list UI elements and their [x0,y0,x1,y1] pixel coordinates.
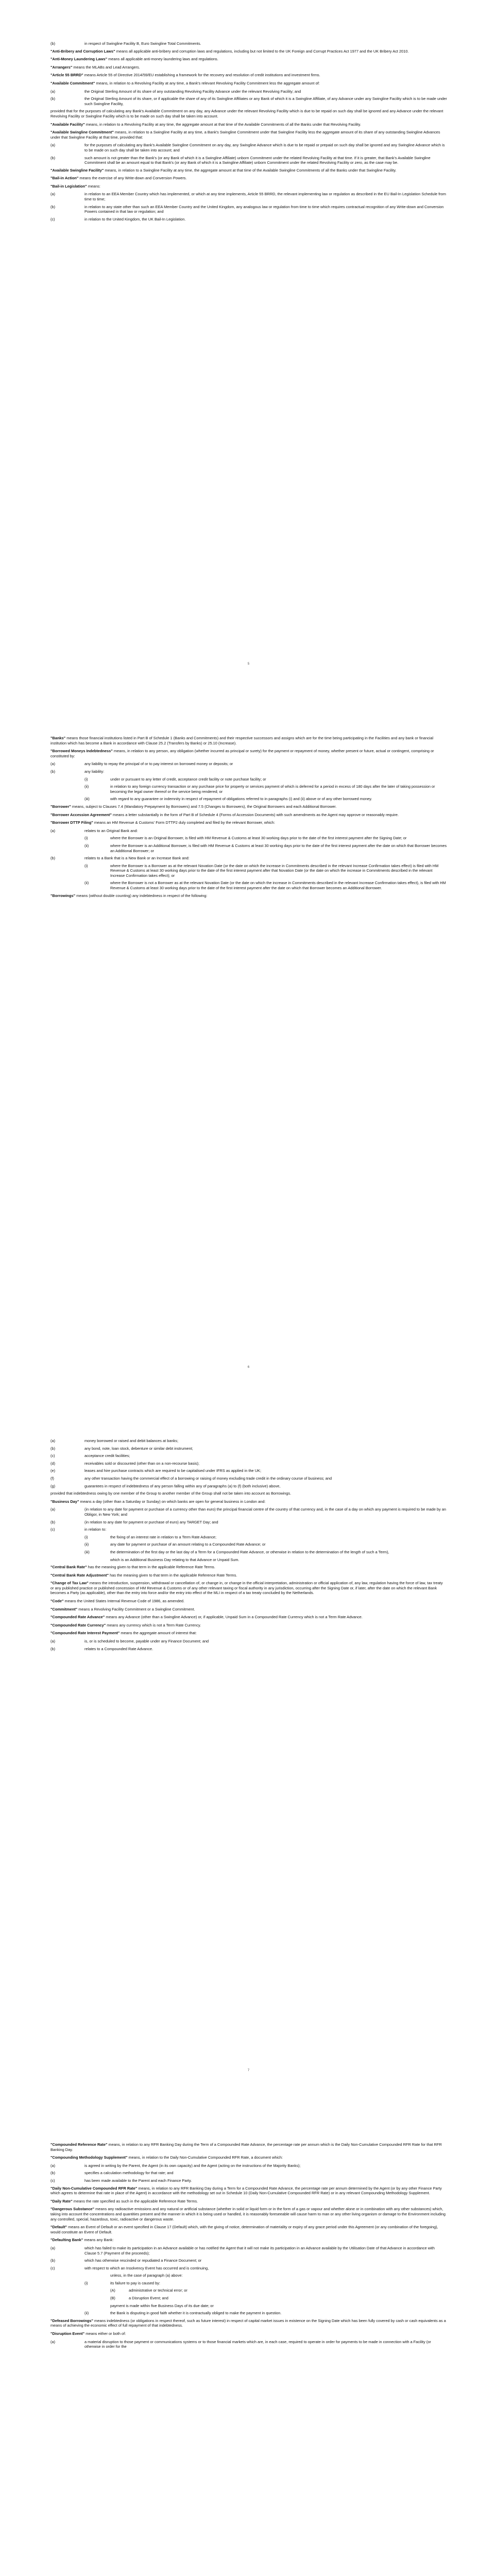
list-text: is, or is scheduled to become, payable under any Finance Document; and [84,1639,209,1644]
list-label: (c) [50,216,55,222]
definition-text: means all applicable anti-money laundering laws and regulations. [107,57,218,62]
defined-term: "Borrower DTTP Filing" [50,820,93,825]
definition-text: means the introduction, suspension, withdrawal or cancellation of, or change in, or change in the official interpretation, administration or official application of, any law, regulation having the force of law, tax treaty or any published practice or published concession of HM Revenue & Customs or of any other relevant taxing or fiscal authority in any jurisdiction, occurring after the Signing Date or, if later, after the date on which the relevant Bank becomes a Party (as applicable), other than the entry into force and/or the entry into effect of the MLI in respect of a tax treaty concluded by the Netherlands. [50,1581,443,1596]
list-text: for the purposes of calculating any Bank's Available Swingline Commitment on any day, any Swingline Advance which is due to be repaid or prepaid on such day shall be ignored and any Swingline Advance which is to be made on such day shall be taken into account; and [84,143,445,152]
defined-term: "Available Commitment" [50,80,95,86]
list-label: (b) [50,1519,56,1524]
definition-paragraph [50,168,447,173]
list-item [50,1484,447,1489]
list-label: (a) [50,761,56,767]
list-label: (i) [84,863,88,868]
continuation-paragraph: payment is made within five Business Days of its due date; or [110,2303,214,2308]
list-label: (ii) [84,880,89,886]
definition-paragraph [50,2199,447,2204]
definition-text: has the meaning given to that term in the applicable Reference Rate Terms. [87,1565,215,1570]
definition-paragraph [50,2318,447,2328]
list-text: any other transaction having the commercial effect of a borrowing or raising of money excluding trade credit in the ordinary course of business; and [84,1476,332,1481]
definition-text: means, in relation to a Revolving Facility at any time, the aggregate amount at that time of the Available Commitments of all the Banks under that Revolving Facility. [84,122,361,127]
list-item [50,2171,447,2176]
list-text: where the Borrower is an Additional Borrower, is filed with HM Revenue & Customs at least 30 working days prior to the date of the first interest payment after the date on which that Borrower becomes an Additional Borrower; or [110,843,447,853]
definition-paragraph [50,1631,447,1636]
list-label: (A) [110,2288,115,2293]
list-text: which has otherwise rescinded or repudiated a Finance Document; or [84,2258,202,2263]
list-item [50,1647,447,1652]
list-item [50,2246,447,2256]
list-item [50,143,447,152]
sub-list-item [84,796,447,802]
defined-term: "Bail-in Action" [50,176,79,181]
page-body [50,2142,447,2352]
definition-paragraph [50,73,447,78]
list-text: is agreed in writing by the Parent, the Agent (in its own capacity) and the Agent (acting on the instructions of the Majority Banks); [84,2163,301,2168]
list-text: with regard to any guarantee or indemnity in respect of repayment of obligations referred to in paragraphs (i) and (ii) above or of any other borrowed money. [110,796,372,802]
list-text: under or pursuant to any letter of credit, acceptance credit facility or note purchase facility; or [110,776,266,782]
list-label: (a) [50,1507,56,1512]
list-label: (a) [50,143,56,148]
definition-text: means an Event of Default or an event specified in Clause 17 (Default) which, with the giving of notice, determination of materiality or expiry of any grace period under this Agreement (or any combination of the foregoing), would constitute an Event of Default. [50,2225,438,2234]
list-label: (b) [50,1446,56,1451]
continuation-paragraph: unless, in the case of paragraph (a) above: [110,2273,183,2278]
list-item [50,769,447,774]
definition-paragraph [50,176,447,181]
list-label: (b) [50,2171,56,2176]
page-body [50,736,447,901]
definition-paragraph [50,2207,447,2222]
list-label: (a) [50,2245,56,2250]
definition-paragraph [50,184,447,189]
definition-text: means the aggregate amount of interest that: [119,1631,197,1636]
list-text: the Bank is disputing in good faith whether it is contractually obliged to make the payment in question. [110,2311,282,2316]
definition-text: means, in relation to the Daily Non-Cumulative Compounded RFR Rate, a document which: [127,2155,283,2160]
list-label: (c) [50,2178,55,2183]
body-paragraph: provided that indebtedness owing by one member of the Group to another member of the Group shall not be taken into account as Borrowings. [50,1491,292,1496]
list-text: a Disruption Event; and [129,2296,168,2301]
list-item [50,1639,447,1644]
defined-term: "Compounded Rate Interest Payment" [50,1631,120,1636]
list-item [50,1527,447,1532]
list-text: the determination of the first day or the last day of a Term for a Compounded Rate Advance, or otherwise in relation to the determination of the length of such a Term), [110,1549,389,1554]
list-text: relates to an Original Bank and: [84,828,138,833]
list-label: (B) [110,2296,115,2301]
defined-term: "Available Swingline Facility" [50,167,104,173]
list-label: (b) [50,96,56,101]
body-paragraph: provided that for the purposes of calculating any Bank's Available Commitment on any day, any Advance under the relevant Revolving Facility which is due to be repaid on such day shall be ignored and any Advance under the relevant Revolving Facility or Swingline Facility which is to be made on such day shall be taken into account. [50,109,443,118]
definition-text: means any currency which is not a Term Rate Currency. [106,1622,201,1628]
list-label: (i) [84,836,88,841]
definition-text: means the United States Internal Revenue Code of 1986, as amended. [63,1599,185,1604]
list-item [50,217,447,222]
list-label: (ii) [84,2311,89,2316]
list-label: (b) [50,41,56,46]
sub-list-item [84,784,447,794]
definition-paragraph [50,1623,447,1628]
list-item [50,1461,447,1466]
list-label: (b) [50,1646,56,1651]
list-label: (a) [50,2163,56,2168]
definition-paragraph [50,812,447,818]
definition-text: means any radioactive emissions and any natural or artificial substance (whether in solid or liquid form or in the form of a gas or vapour and whether alone or in combination with any other substances) which, taking into account the concentrations and quantities present and the manner in which it is being used or handled, it is reasonably foreseeable will cause harm to man or any other living organism or damage to the Environment including any controlled, special, hazardous, toxic, radioactive or dangerous waste. [50,2207,446,2222]
definition-paragraph [50,65,447,70]
definition-paragraph [50,81,447,86]
definition-paragraph [50,2225,447,2234]
sub-list-item [84,1535,447,1540]
definition-text: means either or both of: [84,2331,126,2336]
definition-text: means an HM Revenue & Customs' Form DTTP2 duly completed and filed by the relevant Borrower, which: [93,820,275,825]
list-label: (ii) [84,843,89,848]
list-label: (c) [50,1527,55,1532]
list-label: (iii) [84,1549,90,1554]
list-label: (b) [50,204,56,209]
list-text: with respect to which an Insolvency Event has occurred and is continuing, [84,2265,209,2270]
sub-sub-list-item [110,2296,447,2301]
defined-term: "Compounding Methodology Supplement" [50,2155,128,2160]
list-item [50,761,447,767]
sub-list-item [84,2281,447,2286]
definition-text: means the MLABs and Lead Arrangers. [72,64,140,70]
list-item [50,1476,447,1481]
list-item [50,1468,447,1473]
defined-term: "Defeased Borrowings" [50,2318,93,2323]
page-body [50,41,447,224]
list-text: (in relation to any date for payment or purchase of euro) any TARGET Day; and [84,1519,218,1524]
list-item [50,856,447,861]
defined-term: "Commitment" [50,1606,78,1612]
definition-paragraph [50,1573,447,1578]
definition-paragraph [50,130,447,140]
list-text: the Original Sterling Amount of its share of any outstanding Revolving Facility Advance under the relevant Revolving Facility; and [84,89,301,94]
sub-list-item [84,2311,447,2316]
definition-paragraph [50,2142,447,2152]
list-item [50,41,447,46]
defined-term: "Daily Non-Cumulative Compounded RFR Rate" [50,2185,138,2191]
defined-term: "Article 55 BRRD" [50,73,83,78]
list-label: (i) [84,2280,88,2285]
list-label: (a) [50,2339,56,2344]
sub-list-item [84,863,447,878]
sub-sub-list-item [110,2288,447,2293]
definition-paragraph [50,749,447,758]
list-item [50,96,447,106]
definition-text: means any Advance (other than a Swingline Advance) or, if applicable, Unpaid Sum in a Compounded Rate Currency which is not a Term Rate Advance. [105,1615,363,1620]
defined-term: "Bail-in Legislation" [50,183,87,189]
list-label: (iii) [84,796,90,802]
definition-text: means any Bank: [83,2238,114,2243]
definition-text: means, in relation to any RFR Banking Day during a Term for a Compounded Rate Advance, the percentage rate per annum determined by the Agent (or by any other Finance Party which agrees to determine that rate in place of the Agent) in accordance with the methodology set out in Schedule 10 (Daily Non-Cumulative Compounded RFR Rate) or in any relevant Compounding Methodology Supplement. [50,2185,442,2196]
definition-paragraph [50,1499,447,1504]
list-label: (a) [50,192,56,197]
definition-paragraph [50,1565,447,1570]
list-label: (a) [50,1639,56,1644]
definition-text: means (without double counting) any indebtedness in respect of the following: [75,893,208,898]
defined-term: "Banks" [50,736,66,740]
definition-paragraph [50,2155,447,2160]
definition-text: means, in relation to any RFR Banking Day during the Term of a Compounded Rate Advance, the percentage rate per annum which is the Daily Non-Cumulative Compounded RFR Rate for that RFR Banking Day. [50,2142,442,2152]
list-label: (a) [50,828,56,833]
page-body [50,1438,447,1654]
defined-term: "Central Bank Rate" [50,1565,87,1570]
defined-term: "Default" [50,2225,67,2230]
definition-paragraph [50,1615,447,1620]
list-text: in relation to: [84,1527,107,1532]
definition-text: means, in relation to a Swingline Facility at any time, a Bank's Swingline Commitment under that Swingline Facility less the aggregate amount of its share of any outstanding Swingline Advances under that Swingline Facility at that time, provided that: [50,130,440,140]
defined-term: "Central Bank Rate Adjustment" [50,1572,109,1578]
list-item [50,156,447,165]
definition-paragraph [50,1581,447,1596]
list-item [50,192,447,201]
sub-list-item [84,1542,447,1547]
sub-list-item [84,1550,447,1555]
list-text: which has failed to make its participation in an Advance available or has notified the Agent that it will not make its participation in an Advance available by the Utilisation Date of that Advance in accordance with Clause 5.7 (Payment of the proceeds); [84,2245,435,2256]
list-text: any date for payment or purchase of an amount relating to a Compounded Rate Advance; or [110,1542,266,1547]
definition-paragraph [50,2331,447,2336]
list-text: (in relation to any date for payment or purchase of a currency other than euro) the principal financial centre of the country of that currency and, in the case of a day on which any payment is required to be made by an Obligor, in New York; and [84,1507,447,1517]
list-item [50,2266,447,2271]
page-4 [0,2110,497,2576]
definition-text: has the meaning given to that term in the applicable Reference Rate Terms. [109,1572,237,1578]
list-text: has been made available to the Parent and each Finance Party. [84,2178,192,2183]
list-label: (ii) [84,1542,89,1547]
defined-term: "Compounded Reference Rate" [50,2142,108,2147]
list-label: (b) [50,2258,56,2263]
definition-text: means all applicable anti-bribery and corruption laws and regulations, including but not limited to the UK Foreign and Corrupt Practices Act 1977 and the UK Bribery Act 2010. [115,48,409,54]
defined-term: "Daily Rate" [50,2198,73,2204]
page-number: 6 [247,1366,250,1369]
defined-term: "Change of Tax Law" [50,1581,89,1586]
list-label: (b) [50,769,56,774]
definition-paragraph [50,2238,447,2243]
defined-term: "Available Swingline Commitment" [50,130,114,135]
list-item [50,89,447,94]
defined-term: "Borrowings" [50,893,76,898]
defined-term: "Dangerous Substance" [50,2207,95,2212]
sub-list-item [84,836,447,841]
defined-term: "Defaulting Bank" [50,2238,83,2243]
definition-paragraph [50,49,447,54]
sub-list-item [84,843,447,853]
list-text: in relation to any state other than such an EEA Member Country and the United Kingdom, any analogous law or regulation from time to time which requires contractual recognition of any Write-down and Conversion Powers contained in that law or regulation; and [84,204,444,214]
list-text: any bond, note, loan stock, debenture or similar debt instrument; [84,1446,193,1451]
definition-paragraph [50,804,447,809]
list-text: where the Borrower is not a Borrower as at the relevant Novation Date (or the date on which the increase in Commitments described in the relevant Increase Confirmation takes effect), is filed with HM Revenue & Customs at least 30 working days prior to the date of the first interest payment after the date on which that Borrower becomes an Additional Borrower. [110,880,446,891]
definition-paragraph [50,820,447,825]
list-text: its failure to pay is caused by: [110,2280,160,2285]
definition-text: means indebtedness (or obligations in respect thereof, such as future interest) in respect of capital market issues in existence on the Signing Date which has been fully covered by cash or cash equivalents as a means of achieving the economic effect of full repayment of that indebtedness. [50,2318,446,2328]
definition-text: means, in relation to a Swingline Facility at any time, the aggregate amount at that time of the Available Swingline Commitments of all the Banks under that Swingline Facility. [104,167,397,173]
list-text: acceptance credit facilities; [84,1453,130,1459]
definition-text: means: [87,183,100,189]
sub-list-item [84,880,447,890]
list-text: in relation to any foreign currency transaction or any purchase price for property or services payment of which is deferred for a period in excess of 180 days after the later of taking possession or becoming the legal owner thereof or the service being rendered; or [110,784,435,794]
page-2 [0,703,497,1406]
sub-list-item [84,777,447,782]
definition-paragraph [50,1599,447,1604]
list-item [50,1446,447,1451]
definition-paragraph [50,1607,447,1612]
definition-paragraph [50,122,447,127]
defined-term: "Anti-Bribery and Corruption Laws" [50,48,115,54]
definition-text: means the rate specified as such in the applicable Reference Rate Terms. [72,2198,198,2204]
list-item [50,205,447,214]
definition-text: means, in relation to any person, any obligation (whether incurred as principal or surety) for the payment or repayment of money, whether present or future, actual or contingent, comprising or constituted by: [50,749,434,758]
list-label: (ii) [84,784,89,789]
list-label: (e) [50,1468,56,1473]
page-number: 7 [247,2069,250,2072]
list-text: in respect of Swingline Facility B, Euro Swingline Total Commitments. [84,41,201,46]
list-text: where the Borrower is a Borrower as at the relevant Novation Date (or the date on which the increase in Commitments described in the relevant Increase Confirmation takes effect) is filed with HM Revenue & Customs at least 30 working days prior to the date of the first interest payment after that Novation Date (or the date on which the increase in Commitments described in the relevant Increase Confirmation takes effect); or [110,863,439,878]
definition-paragraph [50,2186,447,2196]
defined-term: "Compounded Rate Advance" [50,1615,105,1620]
list-item [50,2178,447,2183]
list-item [50,2340,447,2349]
defined-term: "Disruption Event" [50,2331,85,2336]
list-text: leases and hire purchase contracts which are required to be capitalised under IFRS as applied in the UK; [84,1468,262,1473]
list-item [50,1438,447,1444]
list-text: in relation to the United Kingdom, the UK Bail-In Legislation. [84,216,186,222]
list-text: guarantees in respect of indebtedness of any person falling within any of paragraphs (a) to (f) (both inclusive) above, [84,1483,281,1488]
list-text: any liability to repay the principal of or to pay interest on borrowed money or deposits; or [84,761,233,767]
definition-text: means the exercise of any Write-down and Conversion Powers. [78,176,187,181]
list-text: relates to a Compounded Rate Advance. [84,1646,153,1651]
list-text: such amount is not greater than the Bank's (or any Bank of which it is a Swingline Affiliate) unborn Commitment under the related Revolving Facility at that time. If it is greater, that Bank's Available Swingline Commitment shall be an amount equal to that Bank's (or any Bank of which it is a Swingline Affiliate) unborn Commitment under the related Revolving Facility or zero, as the case may be. [84,155,431,165]
definition-text: means those financial institutions listed in Part B of Schedule 1 (Banks and Commitments) and their respective successors and assigns which are for the time being participating in the Facilities and any bank or financial institution which has become a Bank in accordance with Clause 25.2 (Transfers by Banks) or 25.10 (Increase). [50,736,434,745]
defined-term: "Borrower Accession Agreement" [50,812,112,817]
list-text: the Original Sterling Amount of its share, or if applicable the share of any of its Swingline Affiliates or any Bank of which it is a Swingline Affiliate, of any Advance under any Swingline Facility which is to be made under such Swingline Facility, [84,96,447,106]
definition-text: means, in relation to a Revolving Facility at any time, a Bank's relevant Revolving Facility Commitment less the aggregate amount of: [95,80,320,86]
definition-paragraph [50,57,447,62]
defined-term: "Compounded Rate Currency" [50,1622,106,1628]
list-label: (i) [84,776,88,782]
defined-term: "Borrowed Moneys Indebtedness" [50,749,113,754]
list-label: (a) [50,1438,56,1443]
list-text: money borrowed or raised and debit balances at banks; [84,1438,179,1443]
page-3 [0,1406,497,2110]
definition-text: means a letter substantially in the form of Part B of Schedule 4 (Forms of Accession Documents) with such amendments as the Agent may approve or reasonably require. [112,812,399,817]
list-label: (i) [84,1534,88,1539]
definition-text: means a Revolving Facility Commitment or a Swingline Commitment. [77,1606,195,1612]
defined-term: "Borrower" [50,804,71,809]
list-item [50,1507,447,1517]
list-text: specifies a calculation methodology for that rate; and [84,2171,174,2176]
defined-term: "Business Day" [50,1499,79,1504]
definition-paragraph [50,893,447,899]
page-number: 5 [247,663,250,666]
list-label: (f) [50,1476,54,1481]
list-label: (c) [50,1453,55,1459]
list-text: any liability: [84,769,105,774]
defined-term: "Arrangers" [50,64,73,70]
defined-term: "Available Facility" [50,122,85,127]
defined-term: "Anti-Money Laundering Laws" [50,57,108,62]
list-label: (a) [50,89,56,94]
page-1 [0,0,497,703]
list-item [50,2163,447,2168]
list-item [50,2258,447,2263]
list-item [50,1453,447,1459]
definition-text: means Article 55 of Directive 2014/59/EU establishing a framework for the recovery and resolution of credit institutions and investment firms. [83,73,320,78]
continuation-paragraph: which is an Additional Business Day relating to that Advance or Unpaid Sum. [110,1557,239,1562]
list-label: (b) [50,856,56,861]
list-label: (b) [50,155,56,160]
list-text: relates to a Bank that is a New Bank or an Increase Bank and: [84,856,190,861]
list-label: (g) [50,1483,56,1488]
list-item [50,828,447,834]
list-text: the fixing of an interest rate in relation to a Term Rate Advance; [110,1534,217,1539]
list-text: receivables sold or discounted (other than on a non-recourse basis); [84,1461,200,1466]
list-text: administrative or technical error; or [129,2288,187,2293]
definition-text: means, subject to Clauses 7.4 (Mandatory Prepayment by Borrowers) and 7.5 (Changes to Borrowers), the Original Borrowers and each Additional Borrower. [71,804,337,809]
list-text: where the Borrower is an Original Borrower, is filed with HM Revenue & Customs at least 30 working days prior to the date of the first interest payment after the Signing Date; or [110,836,407,841]
list-label: (c) [50,2265,55,2270]
defined-term: "Code" [50,1599,64,1604]
list-item [50,1520,447,1525]
list-text: a material disruption to those payment or communications systems or to those financial markets which are, in each case, required to operate in order for payments to be made in connection with a Facility (or otherwise in order for the [84,2339,431,2349]
definition-text: means a day (other than a Saturday or Sunday) on which banks are open for general business in London and: [79,1499,266,1504]
list-label: (d) [50,1461,56,1466]
list-text: in relation to an EEA Member Country which has implemented, or which at any time implements, Article 55 BRRD, the relevant implementing law or regulation as described in the EU Bail-In Legislation Schedule from time to time; [84,192,447,202]
definition-paragraph [50,736,447,745]
